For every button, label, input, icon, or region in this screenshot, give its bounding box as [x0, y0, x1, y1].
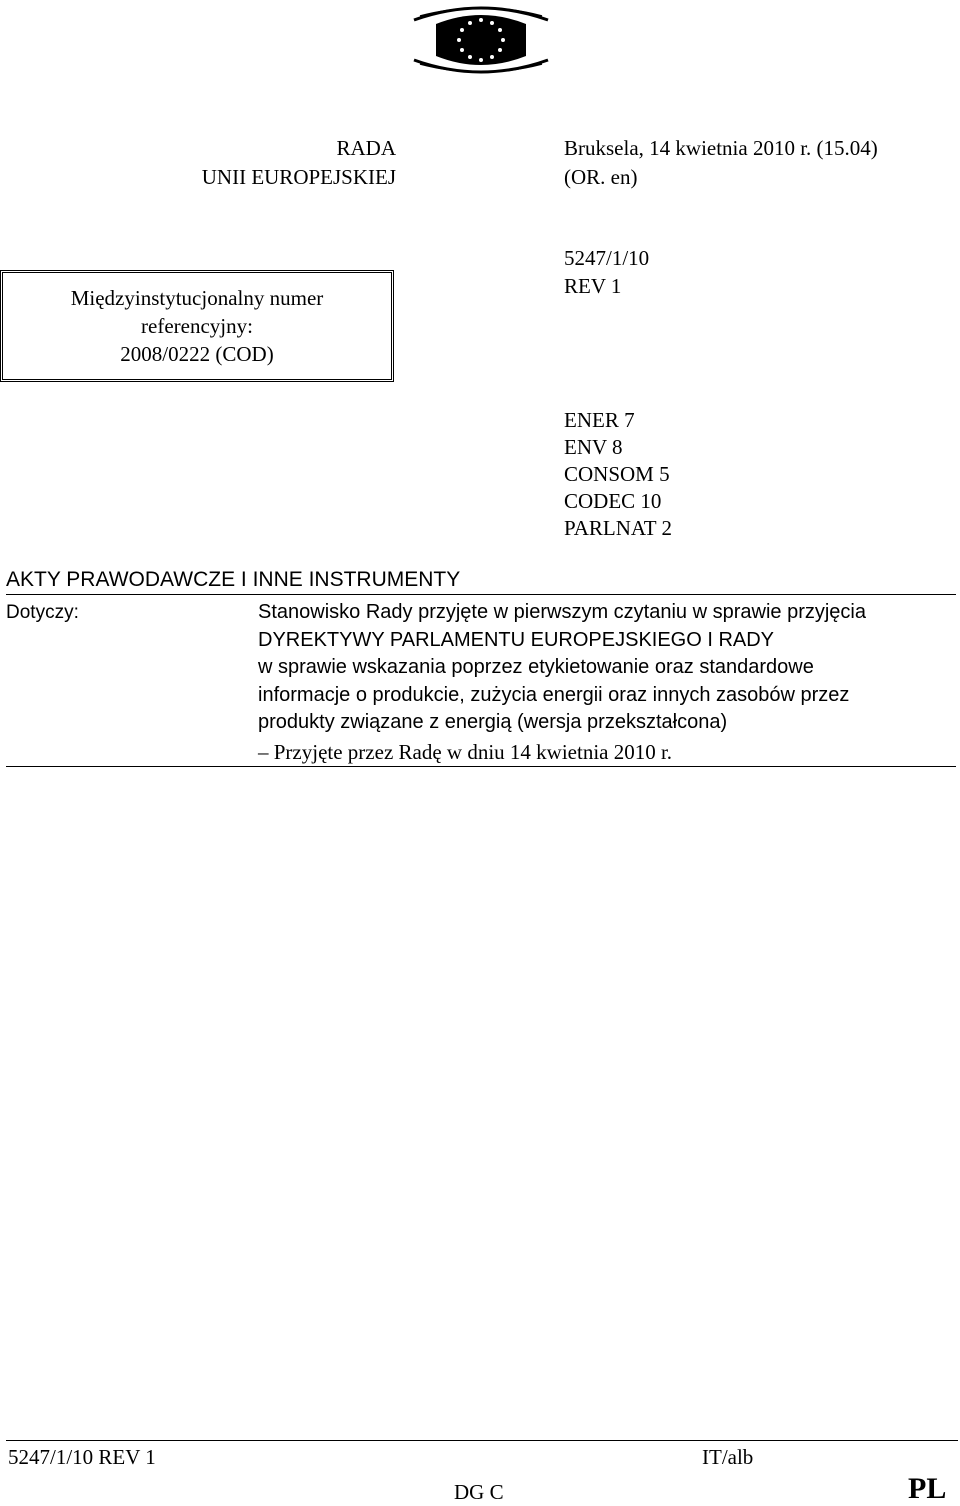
place-date-line-2: (OR. en) [564, 165, 638, 189]
subject-label: Dotyczy: [6, 602, 79, 623]
section-top-divider [6, 594, 956, 595]
footer-initials: IT/alb [702, 1445, 754, 1469]
section-bottom-divider [6, 766, 956, 767]
reference-line-1: Międzyinstytucjonalny numer [70, 286, 324, 310]
institution-line-1: RADA [336, 136, 396, 160]
reference-line-2: referencyjny: [141, 314, 253, 338]
document-revision: REV 1 [564, 274, 622, 298]
reference-line-3: 2008/0222 (COD) [120, 342, 274, 366]
code-item: CODEC 10 [564, 489, 662, 513]
subject-line: produkty związane z energią (wersja przekształcona) [258, 711, 728, 733]
footer-divider [6, 1440, 958, 1441]
place-date-line-1: Bruksela, 14 kwietnia 2010 r. (15.04) [564, 136, 878, 160]
subject-line: informacje o produkcie, zużycia energii oraz innych zasobów przez [258, 683, 850, 706]
footer-directorate: DG C [454, 1480, 504, 1504]
subject-line: DYREKTYWY PARLAMENTU EUROPEJSKIEGO I RADY [258, 628, 775, 651]
code-item: PARLNAT 2 [564, 516, 672, 540]
section-title: AKTY PRAWODAWCZE I INNE INSTRUMENTY [6, 568, 461, 591]
code-item: CONSOM 5 [564, 462, 670, 486]
interinstitutional-reference-box [0, 270, 394, 382]
document-number-value: 5247/1/10 [564, 246, 650, 270]
footer-document-reference: 5247/1/10 REV 1 [8, 1445, 156, 1469]
subject-text [258, 599, 948, 766]
council-emblem-logo [410, 2, 552, 78]
institution-line-2: UNII EUROPEJSKIEJ [201, 165, 396, 189]
footer-language-code: PL [908, 1472, 947, 1505]
document-codes [564, 407, 672, 542]
code-item: ENER 7 [564, 408, 635, 432]
subject-line: w sprawie wskazania poprzez etykietowanie oraz standardowe [258, 656, 814, 678]
adopted-line: – Przyjęte przez Radę w dniu 14 kwietnia 2010 r. [258, 739, 673, 764]
document-number [564, 244, 649, 300]
code-item: ENV 8 [564, 435, 623, 459]
institution-name [100, 134, 396, 192]
subject-line: Stanowisko Rady przyjęte w pierwszym czytaniu w sprawie przyjęcia [258, 601, 866, 623]
place-and-date [564, 134, 878, 192]
